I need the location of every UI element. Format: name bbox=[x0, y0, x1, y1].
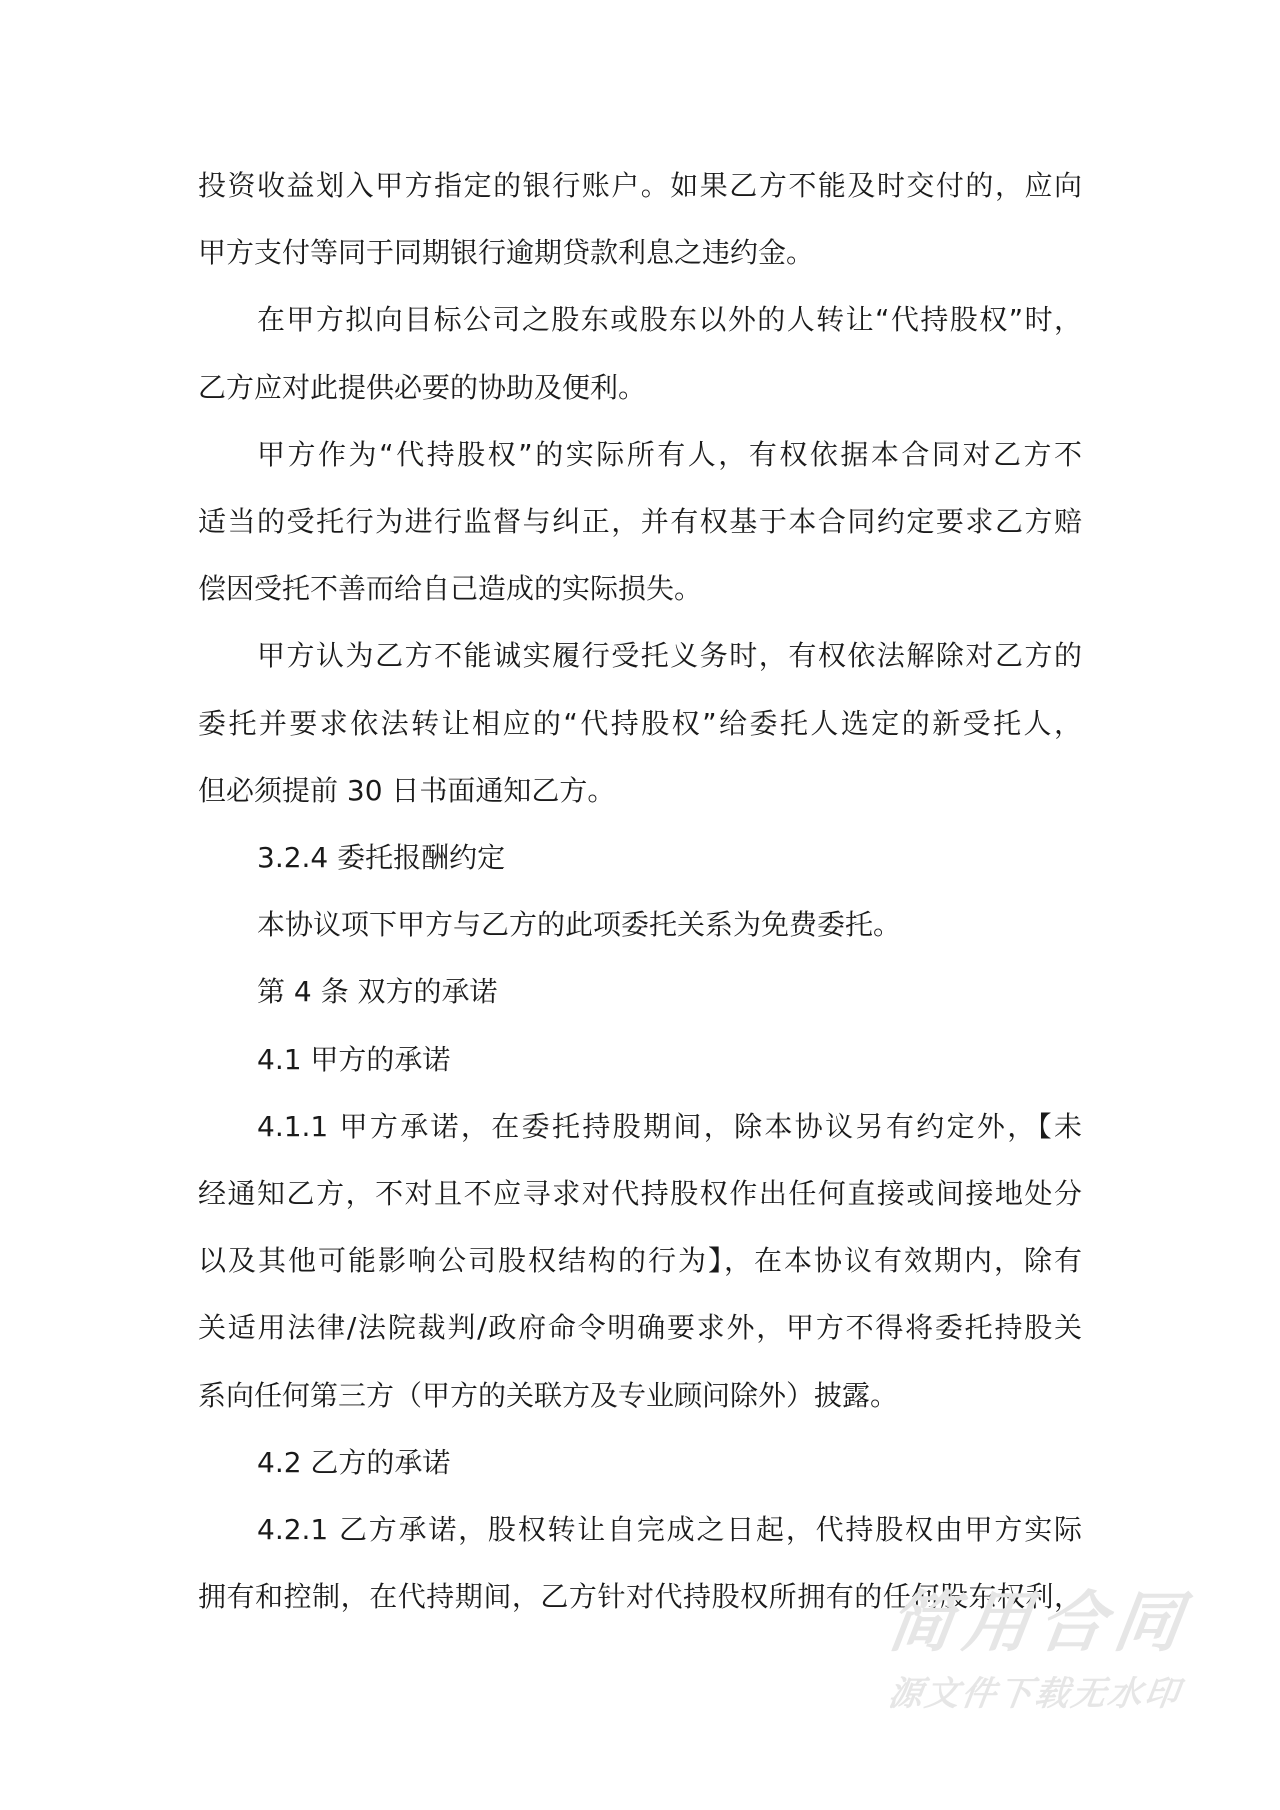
paragraph-line: 甲方认为乙方不能诚实履行受托义务时，有权依法解除对乙方的 bbox=[257, 639, 1082, 672]
paragraph-line: 以及其他可能影响公司股权结构的行为】，在本协议有效期内，除有 bbox=[198, 1244, 1082, 1277]
paragraph-line: 在甲方拟向目标公司之股东或股东以外的人转让“代持股权”时， bbox=[257, 303, 1082, 336]
paragraph-line: 4.2.1 乙方承诺，股权转让自完成之日起，代持股权由甲方实际 bbox=[257, 1513, 1082, 1546]
article-heading-4: 第 4 条 双方的承诺 bbox=[257, 975, 498, 1008]
paragraph-line: 投资收益划入甲方指定的银行账户。如果乙方不能及时交付的，应向 bbox=[198, 169, 1082, 202]
paragraph-line: 4.1.1 甲方承诺，在委托持股期间，除本协议另有约定外，【未 bbox=[257, 1110, 1082, 1143]
paragraph-line: 适当的受托行为进行监督与纠正，并有权基于本合同约定要求乙方赔 bbox=[198, 505, 1082, 538]
watermark-subtitle: 源文件下载无水印 bbox=[885, 1674, 1184, 1714]
paragraph-line: 偿因受托不善而给自己造成的实际损失。 bbox=[198, 572, 703, 605]
section-heading-4-1: 4.1 甲方的承诺 bbox=[257, 1043, 451, 1076]
watermark-title: 简用合同 bbox=[883, 1584, 1191, 1661]
section-heading-4-2: 4.2 乙方的承诺 bbox=[257, 1446, 451, 1479]
paragraph-line: 拥有和控制，在代持期间，乙方针对代持股权所拥有的任何股东权利， bbox=[198, 1580, 1082, 1613]
paragraph-line: 委托并要求依法转让相应的“代持股权”给委托人选定的新受托人， bbox=[198, 707, 1082, 740]
section-heading-3-2-4: 3.2.4 委托报酬约定 bbox=[257, 841, 506, 874]
paragraph-line: 本协议项下甲方与乙方的此项委托关系为免费委托。 bbox=[257, 908, 902, 941]
paragraph-line: 甲方作为“代持股权”的实际所有人，有权依据本合同对乙方不 bbox=[257, 438, 1082, 471]
paragraph-line: 甲方支付等同于同期银行逾期贷款利息之违约金。 bbox=[198, 236, 815, 269]
paragraph-line: 乙方应对此提供必要的协助及便利。 bbox=[198, 371, 647, 404]
paragraph-line: 关适用法律/法院裁判/政府命令明确要求外，甲方不得将委托持股关 bbox=[198, 1311, 1082, 1344]
paragraph-line: 但必须提前 30 日书面通知乙方。 bbox=[198, 774, 616, 807]
paragraph-line: 系向任何第三方（甲方的关联方及专业顾问除外）披露。 bbox=[198, 1379, 899, 1412]
paragraph-line: 经通知乙方，不对且不应寻求对代持股权作出任何直接或间接地处分 bbox=[198, 1177, 1082, 1210]
